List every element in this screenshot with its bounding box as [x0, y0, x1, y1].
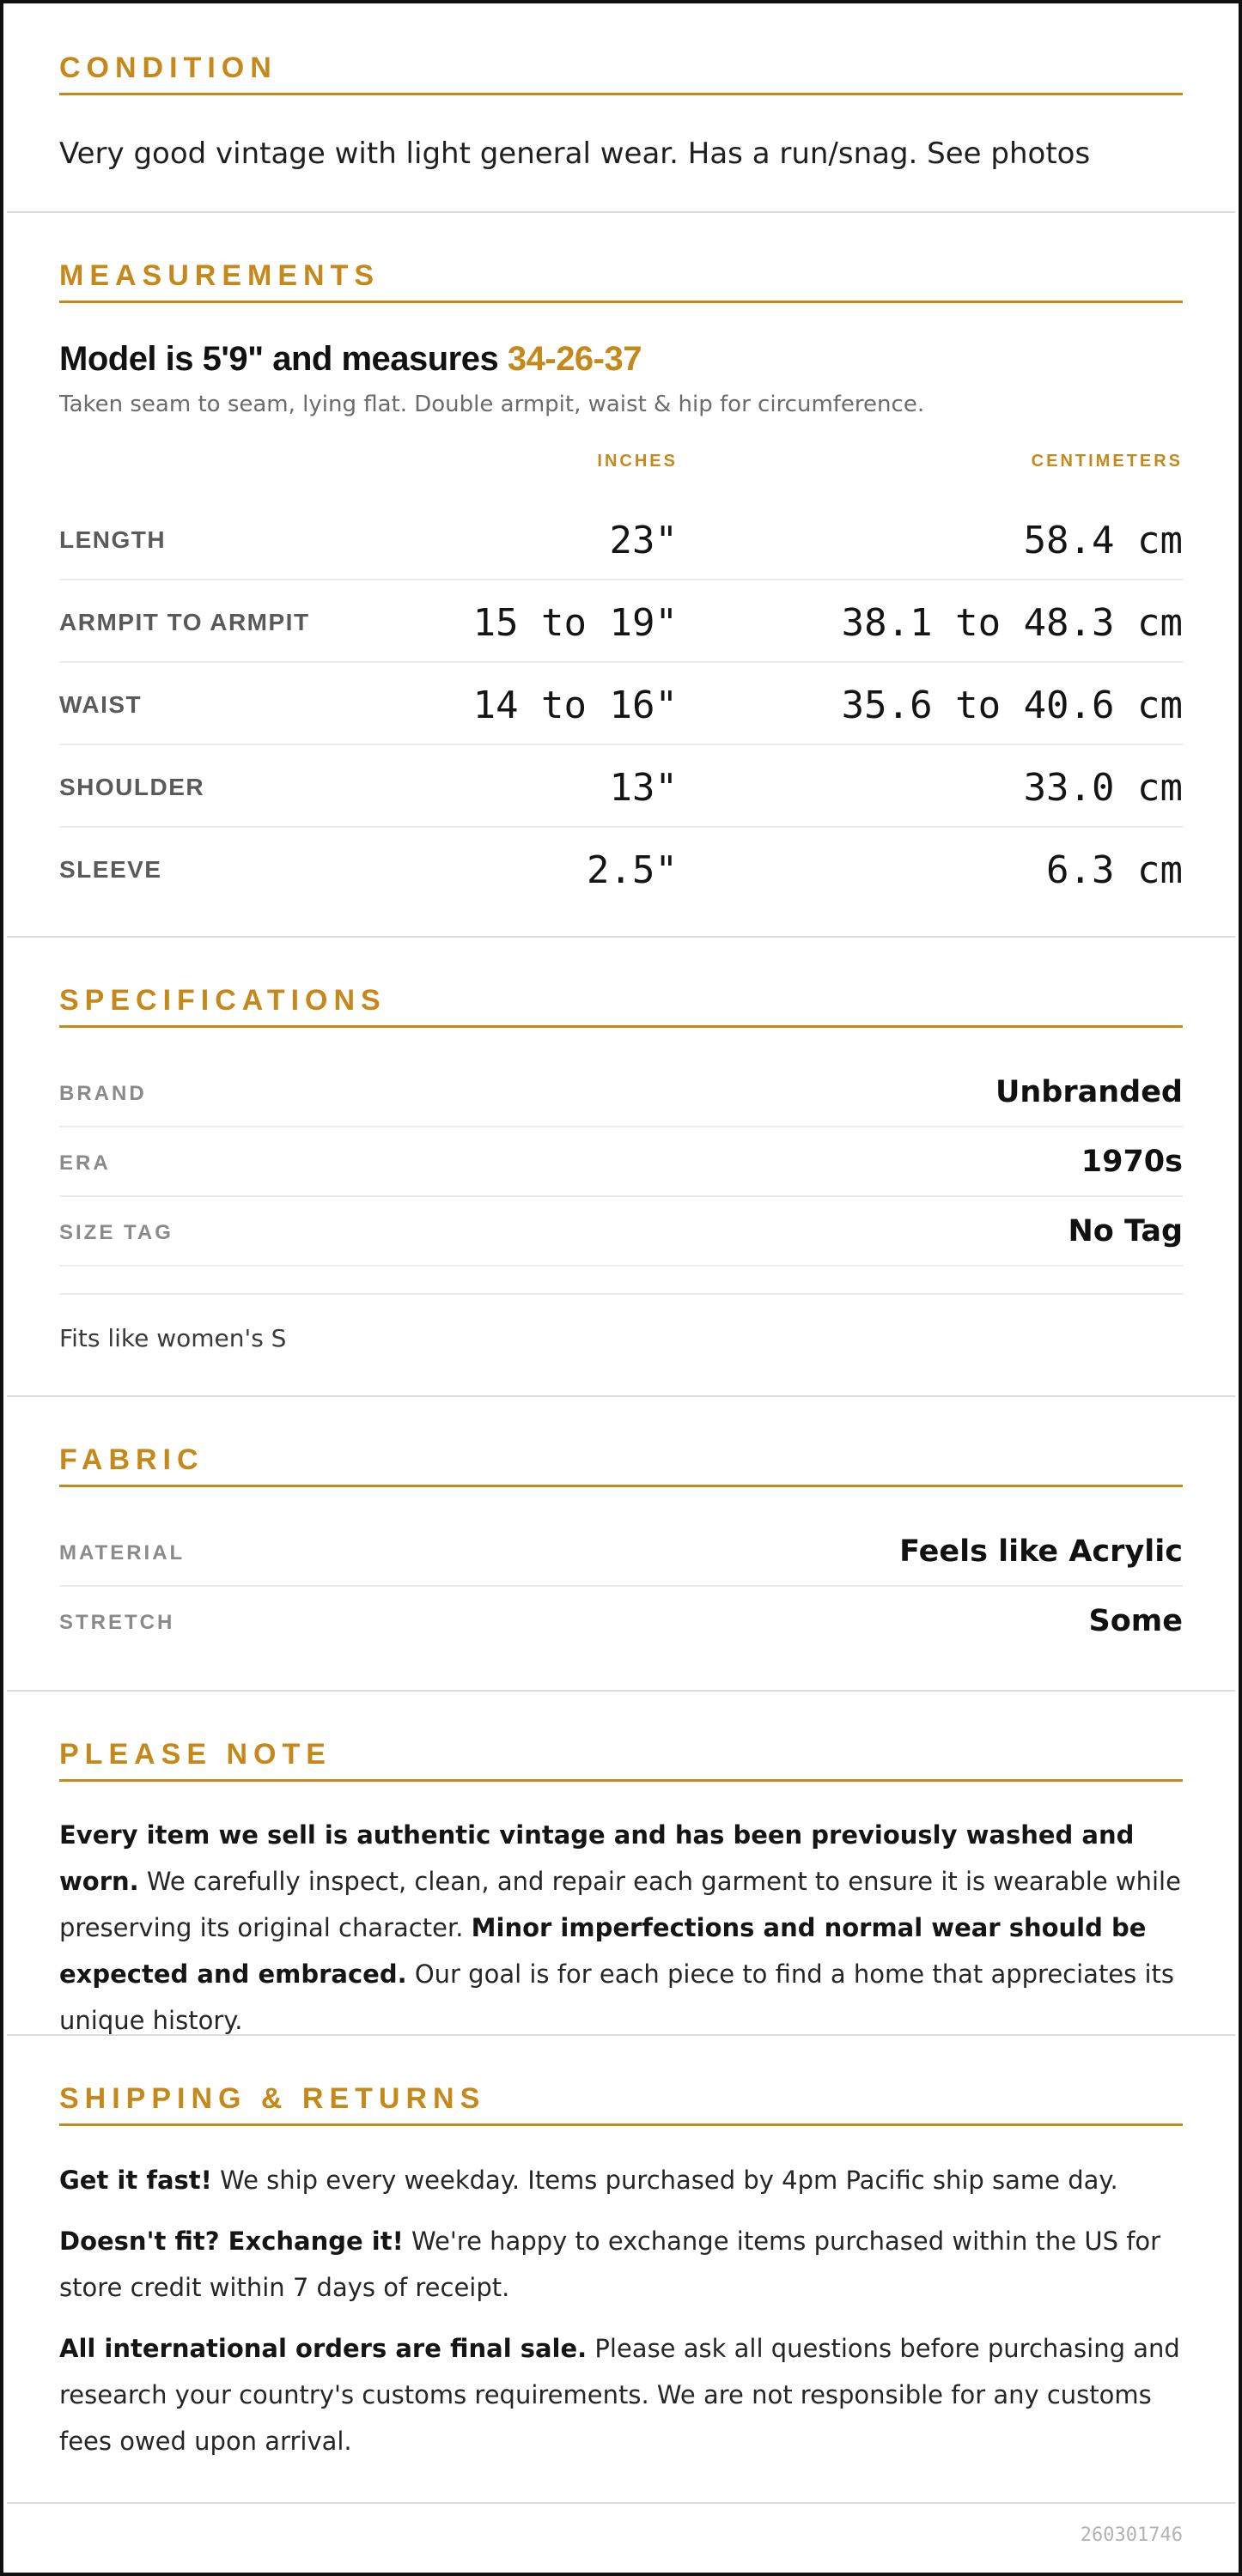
shipping-text-1: We ship every weekday. Items purchased by 4pm Pacific ship same day. [211, 2166, 1118, 2195]
measurement-cm: 35.6 to 40.6 cm [841, 683, 1183, 727]
fit-note: Fits like women's S [59, 1293, 1183, 1352]
model-value: 34-26-37 [507, 340, 642, 378]
shipping-section [7, 2036, 1235, 2504]
model-measurements [59, 340, 642, 379]
fabric-label: MATERIAL [59, 1541, 186, 1564]
spec-value: No Tag [1068, 1214, 1183, 1249]
measurement-row-shoulder [59, 745, 1183, 828]
please-note-text-1: We carefully inspect, clean, and repair each garment to ensure it is wearable while preserving its original character. [59, 1867, 1181, 1942]
measurement-cm: 38.1 to 48.3 cm [841, 601, 1183, 645]
fabric-label: STRETCH [59, 1611, 175, 1634]
spec-label: SIZE TAG [59, 1221, 174, 1244]
fabric-row-material [59, 1517, 1183, 1587]
measurement-inches: 23" [609, 519, 678, 562]
fabric-title: FABRIC [59, 1445, 1183, 1487]
measurement-cm: 6.3 cm [1046, 848, 1183, 892]
spec-label: BRAND [59, 1082, 147, 1105]
shipping-bold-1: Get it fast! [59, 2166, 212, 2195]
spec-row-brand [59, 1058, 1183, 1127]
measurements-section [7, 213, 1235, 938]
measurement-inches: 14 to 16" [472, 683, 678, 727]
product-id: 260301746 [1080, 2524, 1183, 2546]
shipping-paragraph-1 [59, 2157, 1183, 2203]
fabric-row-stretch [59, 1587, 1183, 1656]
measurement-label: SHOULDER [59, 774, 205, 800]
please-note-bold-2: Minor imperfections and normal wear should be expected and embraced. [59, 1913, 1147, 1989]
please-note-section [7, 1692, 1235, 2036]
measurement-note: Taken seam to seam, lying flat. Double armpit, waist & hip for circumference. [59, 392, 925, 417]
measurement-cm: 58.4 cm [1023, 519, 1183, 562]
column-header-centimeters: CENTIMETERS [1031, 452, 1183, 471]
spec-row-era [59, 1127, 1183, 1197]
condition-text: Very good vintage with light general wear. Has a run/snag. See photos [59, 137, 1091, 171]
shipping-bold-3: All international orders are final sale. [59, 2334, 588, 2363]
measurement-row-waist [59, 663, 1183, 745]
measurement-inches: 13" [609, 766, 678, 810]
shipping-paragraph-3 [59, 2325, 1183, 2464]
model-prefix: Model is 5'9" and measures [59, 340, 499, 378]
measurement-inches: 15 to 19" [472, 601, 678, 645]
please-note-title: PLEASE NOTE [59, 1740, 1183, 1782]
shipping-text-2: We're happy to exchange items purchased within the US for store credit within 7 days of receipt. [59, 2227, 1161, 2302]
condition-section [7, 3, 1235, 213]
fabric-value: Feels like Acrylic [899, 1534, 1183, 1569]
please-note-text [59, 1812, 1183, 2044]
measurement-row-armpit [59, 580, 1183, 663]
measurement-row-length [59, 498, 1183, 580]
condition-title: CONDITION [59, 53, 1183, 95]
spec-value: Unbranded [995, 1075, 1183, 1109]
shipping-text-3: Please ask all questions before purchasing and research your country's customs requirements. We are not responsible for any customs fees owed upon arrival. [59, 2334, 1180, 2456]
specifications-section [7, 938, 1235, 1397]
measurement-label: SLEEVE [59, 856, 162, 883]
please-note-text-2: Our goal is for each piece to find a home that appreciates its unique history. [59, 1959, 1175, 2035]
fabric-value: Some [1088, 1604, 1183, 1638]
fabric-section [7, 1397, 1235, 1692]
specifications-title: SPECIFICATIONS [59, 986, 1183, 1028]
shipping-bold-2: Doesn't fit? Exchange it! [59, 2227, 404, 2256]
spec-value: 1970s [1081, 1145, 1183, 1179]
measurement-row-sleeve [59, 828, 1183, 910]
measurement-cm: 33.0 cm [1023, 766, 1183, 810]
measurement-label: LENGTH [59, 526, 167, 553]
measurement-label: ARMPIT TO ARMPIT [59, 609, 310, 635]
column-header-inches: INCHES [597, 452, 678, 471]
spec-row-size-tag [59, 1197, 1183, 1267]
please-note-bold-1: Every item we sell is authentic vintage and has been previously washed and worn. [59, 1820, 1135, 1896]
measurements-title: MEASUREMENTS [59, 261, 1183, 303]
spec-label: ERA [59, 1151, 111, 1175]
shipping-title: SHIPPING & RETURNS [59, 2084, 1183, 2126]
measurement-label: WAIST [59, 691, 143, 718]
shipping-paragraph-2 [59, 2218, 1183, 2311]
measurement-inches: 2.5" [587, 848, 678, 892]
